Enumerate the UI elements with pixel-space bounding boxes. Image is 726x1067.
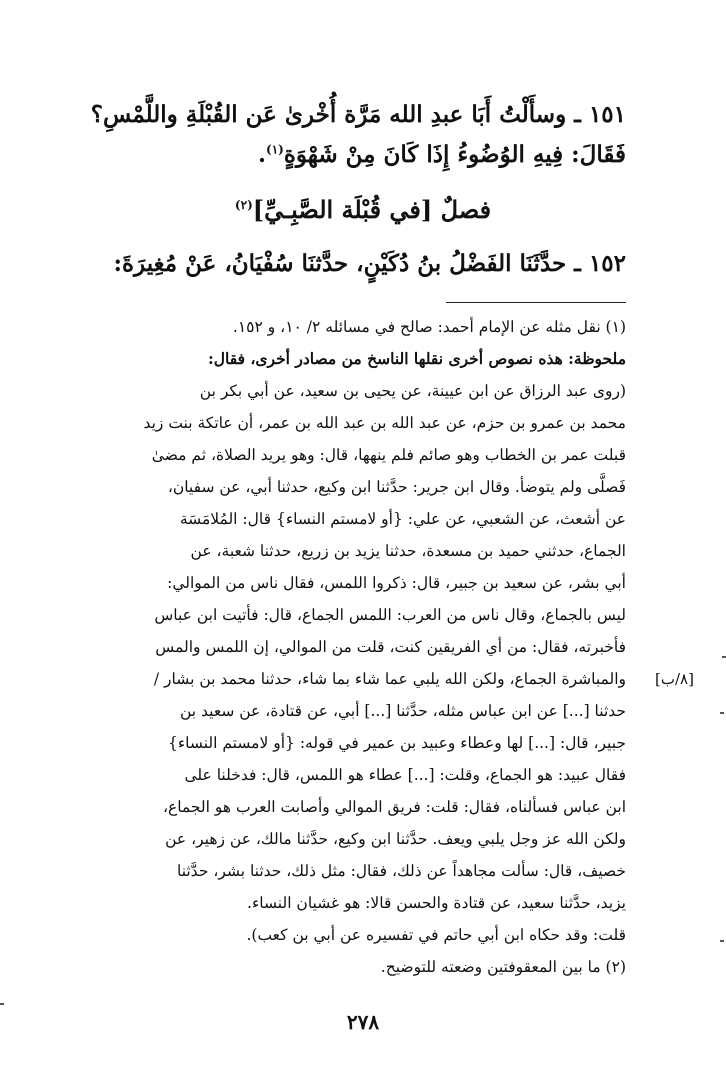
manuscript-folio-marker: [٨/ب] — [655, 670, 694, 688]
footnote-1-line-2: ملحوظة: هذه نصوص أخرى نقلها الناسخ من مصادر أخرى، فقال: — [208, 349, 626, 368]
main-text-line-151-answer — [258, 141, 626, 169]
footnote-body-line: قلت: وقد حكاه ابن أبي حاتم في تفسيره عن أبي بن كعب). — [246, 926, 626, 944]
footnote-ref-2: (٢) — [234, 198, 253, 212]
footnote-divider — [446, 302, 626, 303]
footnote-1-line-1: (١) نقل مثله عن الإمام أحمد: صالح في مسائله ٢/ ١٠، و ١٥٢. — [232, 318, 626, 336]
main-text-line-152: ١٥٢ ـ حدَّثَنَا الفَضْلُ بنُ دُكَيْنٍ، حدَّثنَا سُفْيَانُ، عَنْ مُغِيرَةَ: — [113, 250, 626, 277]
footnote-body-line: حدثنا [...] عن ابن عباس مثله، حدَّثنا [...] أبي، عن قتادة، عن سعيد بن — [180, 702, 626, 720]
scan-edge-mark — [720, 712, 724, 714]
footnote-body-line: ولكن الله عز وجل يلبي ويعف. حدَّثنا ابن وكيع، حدَّثنا مالك، عن زهير، عن — [165, 830, 626, 848]
footnote-body-line: فأخبرته، فقال: من أي الفريقين كنت، قلت من الموالي، إن اللمس والمس — [155, 638, 626, 656]
footnote-body-line: والمباشرة الجماع، ولكن الله يلبي عما شاء بما شاء، حدثنا محمد بن بشار / — [153, 670, 626, 688]
footnote-body-line: خصيف، قال: سألت مجاهداً عن ذلك، فقال: مثل ذلك، حدثنا بشر، حدَّثنا — [176, 862, 626, 880]
footnote-body-line: ليس بالجماع، وقال ناس من العرب: اللمس الجماع، قال: فأتيت ابن عباس — [154, 606, 626, 624]
footnote-body-line: فَصلَّى ولم يتوضأ. وقال ابن جرير: حدَّثنا ابن وكيع، حدثنا أبي، عن سفيان، — [167, 478, 626, 496]
footnote-body-line: جبير، قال: [...] لها وعطاء وعبيد بن عمير في قوله: {أو لامستم النساء} — [168, 734, 626, 752]
scan-edge-mark — [722, 656, 726, 658]
section-heading — [0, 195, 726, 224]
footnote-body-line: عن أشعث، عن الشعبي، عن علي: {أو لامستم النساء} قال: المُلامَسَة — [179, 510, 626, 528]
footnote-body-line: محمد بن عمرو بن حزم، عن عبد الله بن عبد الله بن عمر، أن عاتكة بنت زيد — [143, 414, 626, 432]
section-heading-text: فصلٌ [في قُبْلَة الصَّبِـيِّ] — [252, 195, 492, 224]
footnote-body-line: ابن عباس فسألناه، فقال: قلت: فريق الموالي وأصابت العرب هو الجماع، — [162, 798, 626, 816]
footnote-body-line: قبلت عمر بن الخطاب وهو صائم فلم ينهها، قال: وهو يريد الصلاة، ثم مضىٰ — [151, 446, 626, 464]
answer-text: فَقَالَ: فِيهِ الوُضُوءُ إِذَا كَانَ مِنْ شَهْوَةٍ — [283, 141, 626, 168]
page-number: ٢٧٨ — [346, 1010, 380, 1034]
footnote-body-line: الجماع، حدثني حميد بن مسعدة، حدثنا يزيد بن زريع، حدثنا شعبة، عن — [190, 542, 626, 560]
scan-edge-mark — [0, 1003, 4, 1005]
answer-end: . — [257, 141, 266, 168]
scan-edge-mark — [720, 940, 724, 942]
footnote-body-line: يزيد، حدَّثنا سعيد، عن قتادة والحسن قالا: هو غشيان النساء. — [247, 894, 626, 912]
footnote-body-line: (روى عبد الرزاق عن ابن عيينة، عن يحيى بن سعيد، عن أبي بكر بن — [199, 382, 626, 400]
footnote-2: (٢) ما بين المعقوفتين وضعته للتوضيح. — [380, 958, 626, 976]
footnote-ref-1: (١) — [266, 142, 284, 157]
footnote-body-line: أبي بشر، عن سعيد بن جبير، قال: ذكروا اللمس، فقال ناس من الموالي: — [167, 574, 626, 592]
footnote-body-line: فقال عبيد: هو الجماع، وقلت: [...] عطاء هو اللمس، قال: فدخلنا على — [184, 766, 626, 784]
main-text-line-151: ١٥١ ـ وسأَلْتُ أَبَا عبدِ الله مَرَّة أُخْرىٰ عَن القُبْلَةِ واللَّمْسِ؟ — [90, 101, 626, 128]
